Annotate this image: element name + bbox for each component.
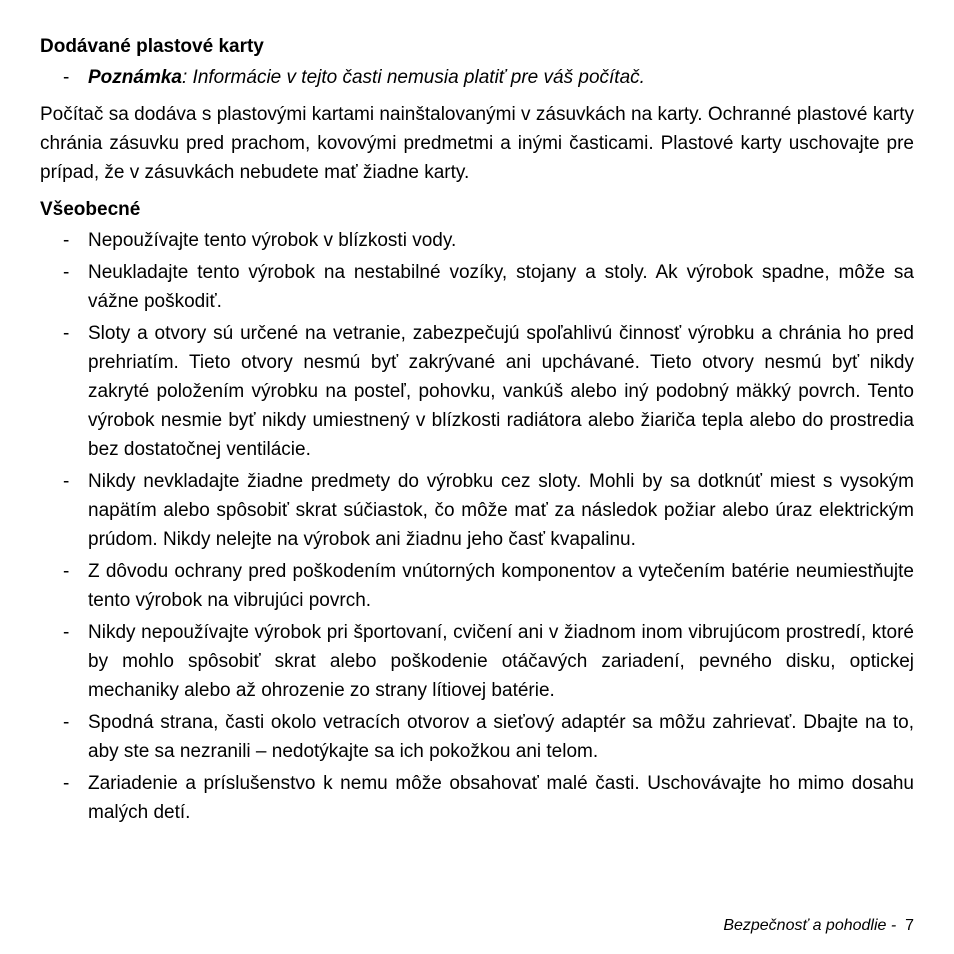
list-item [40,618,914,705]
list-item [40,557,914,615]
list-item-text: Z dôvodu ochrany pred poškodením vnútorných komponentov a vytečením batérie neumiestňujte tento výrobok na vibrujúci povrch. [88,561,914,611]
general-list [40,226,914,827]
bullet-dash: - [63,471,70,492]
note-line [40,63,914,92]
list-item [40,258,914,316]
bullet-dash: - [63,773,70,794]
document-page [40,32,914,830]
page-number: 7 [905,917,914,934]
section-heading-plastic-cards: Dodávané plastové karty [40,36,264,57]
list-item [40,226,914,255]
list-item [40,708,914,766]
list-item-text: Nikdy nevkladajte žiadne predmety do výrobku cez sloty. Mohli by sa dotknúť miest s vysokým napätím alebo spôsobiť skrat súčiastok, čo môže mať za následok požiar alebo úraz elektrickým prúdom. Nikdy nelejte na výrobok ani žiadnu jeho časť kvapalinu. [88,471,914,550]
bullet-dash: - [63,561,70,582]
note-text: : Informácie v tejto časti nemusia platiť pre váš počítač. [181,67,645,88]
bullet-dash: - [63,262,70,283]
bullet-dash: - [63,230,70,251]
footer-text: Bezpečnosť a pohodlie - [723,917,897,934]
list-item-text: Zariadenie a príslušenstvo k nemu môže obsahovať malé časti. Uschovávajte ho mimo dosahu malých detí. [88,773,914,823]
list-item-text: Nikdy nepoužívajte výrobok pri športovaní, cvičení ani v žiadnom inom vibrujúcom prostredí, ktoré by mohlo spôsobiť skrat alebo poškodenie otáčavých zariadení, pevného disku, optickej mechaniky alebo až ohrozenie zo strany lítiovej batérie. [88,622,914,701]
list-item-text: Neukladajte tento výrobok na nestabilné vozíky, stojany a stoly. Ak výrobok spadne, môže sa vážne poškodiť. [88,262,914,312]
page-footer [723,914,914,938]
plastic-cards-paragraph: Počítač sa dodáva s plastovými kartami nainštalovanými v zásuvkách na karty. Ochranné plastové karty chránia zásuvku pred prachom, kovovými predmetmi a inými časticami. Plastové karty uschovajte pre prípad, že v zásuvkách nebudete mať žiadne karty. [40,104,914,183]
bullet-dash: - [63,323,70,344]
section-heading-general: Všeobecné [40,199,141,220]
bullet-dash: - [63,67,70,88]
list-item-text: Nepoužívajte tento výrobok v blízkosti vody. [88,230,457,251]
bullet-dash: - [63,622,70,643]
bullet-dash: - [63,712,70,733]
note-label: Poznámka [88,67,182,88]
list-item [40,467,914,554]
list-item-text: Spodná strana, časti okolo vetracích otvorov a sieťový adaptér sa môžu zahrievať. Dbajte na to, aby ste sa nezranili – nedotýkajte sa ich pokožkou ani telom. [88,712,914,762]
list-item [40,769,914,827]
list-item-text: Sloty a otvory sú určené na vetranie, zabezpečujú spoľahlivú činnosť výrobku a chránia ho pred prehriatím. Tieto otvory nesmú byť zakrývané ani upchávané. Tieto otvory nesmú byť nikdy zakryté položením výrobku na posteľ, pohovku, vankúš alebo iný podobný mäkký povrch. Tento výrobok nesmie byť nikdy umiestnený v blízkosti radiátora alebo žiariča tepla alebo do prostredia bez dostatočnej ventilácie. [88,323,914,460]
list-item [40,319,914,464]
